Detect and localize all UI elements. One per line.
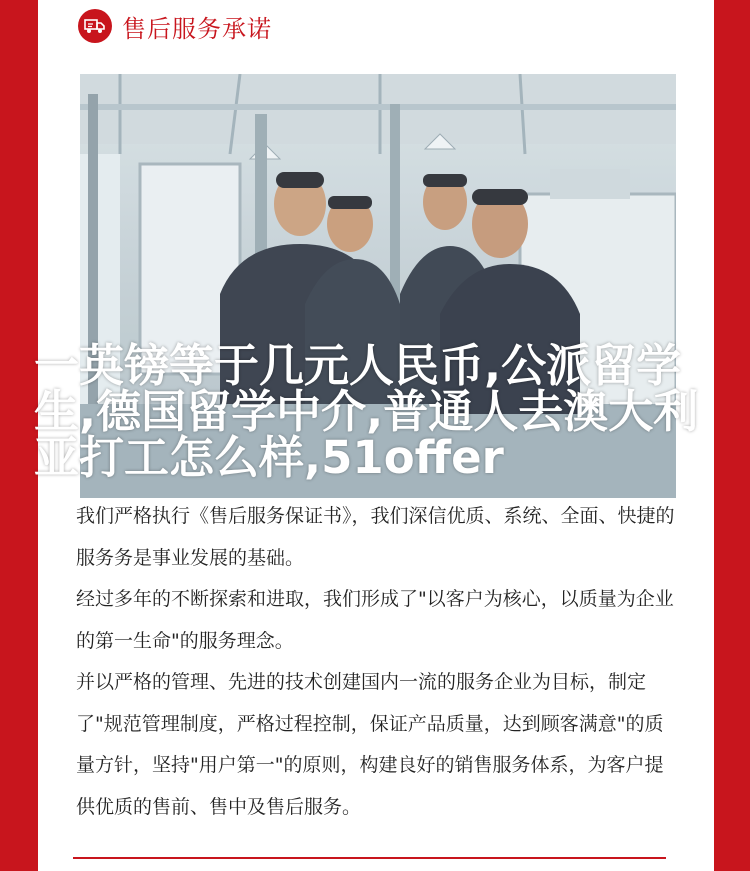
overlay-title: 一英镑等于几元人民币,公派留学生,德国留学中介,普通人去澳大利亚打工怎么样,51offer — [34, 339, 699, 484]
content-page — [34, 0, 714, 871]
paragraph: 经过多年的不断探索和进取，我们形成了"以客户为核心，以质量为企业的第一生命"的服务理念。 — [76, 588, 674, 652]
paragraph: 并以严格的管理、先进的技术创建国内一流的服务企业为目标，制定了"规范管理制度，严格过程控制，保证产品质量，达到顾客满意"的质量方针，坚持"用户第一"的原则，构建良好的销售服务体系，为客户提供优质的售前、售中及售后服务。 — [76, 671, 664, 818]
header-title: 售后服务承诺 — [122, 14, 272, 43]
divider — [73, 857, 666, 859]
body-text — [76, 496, 682, 828]
left-red-border — [0, 0, 38, 871]
truck-icon — [78, 9, 112, 43]
section-header — [78, 8, 272, 44]
paragraph: 我们严格执行《售后服务保证书》，我们深信优质、系统、全面、快捷的服务务是事业发展的基础。 — [76, 505, 675, 569]
right-red-border — [714, 0, 750, 871]
